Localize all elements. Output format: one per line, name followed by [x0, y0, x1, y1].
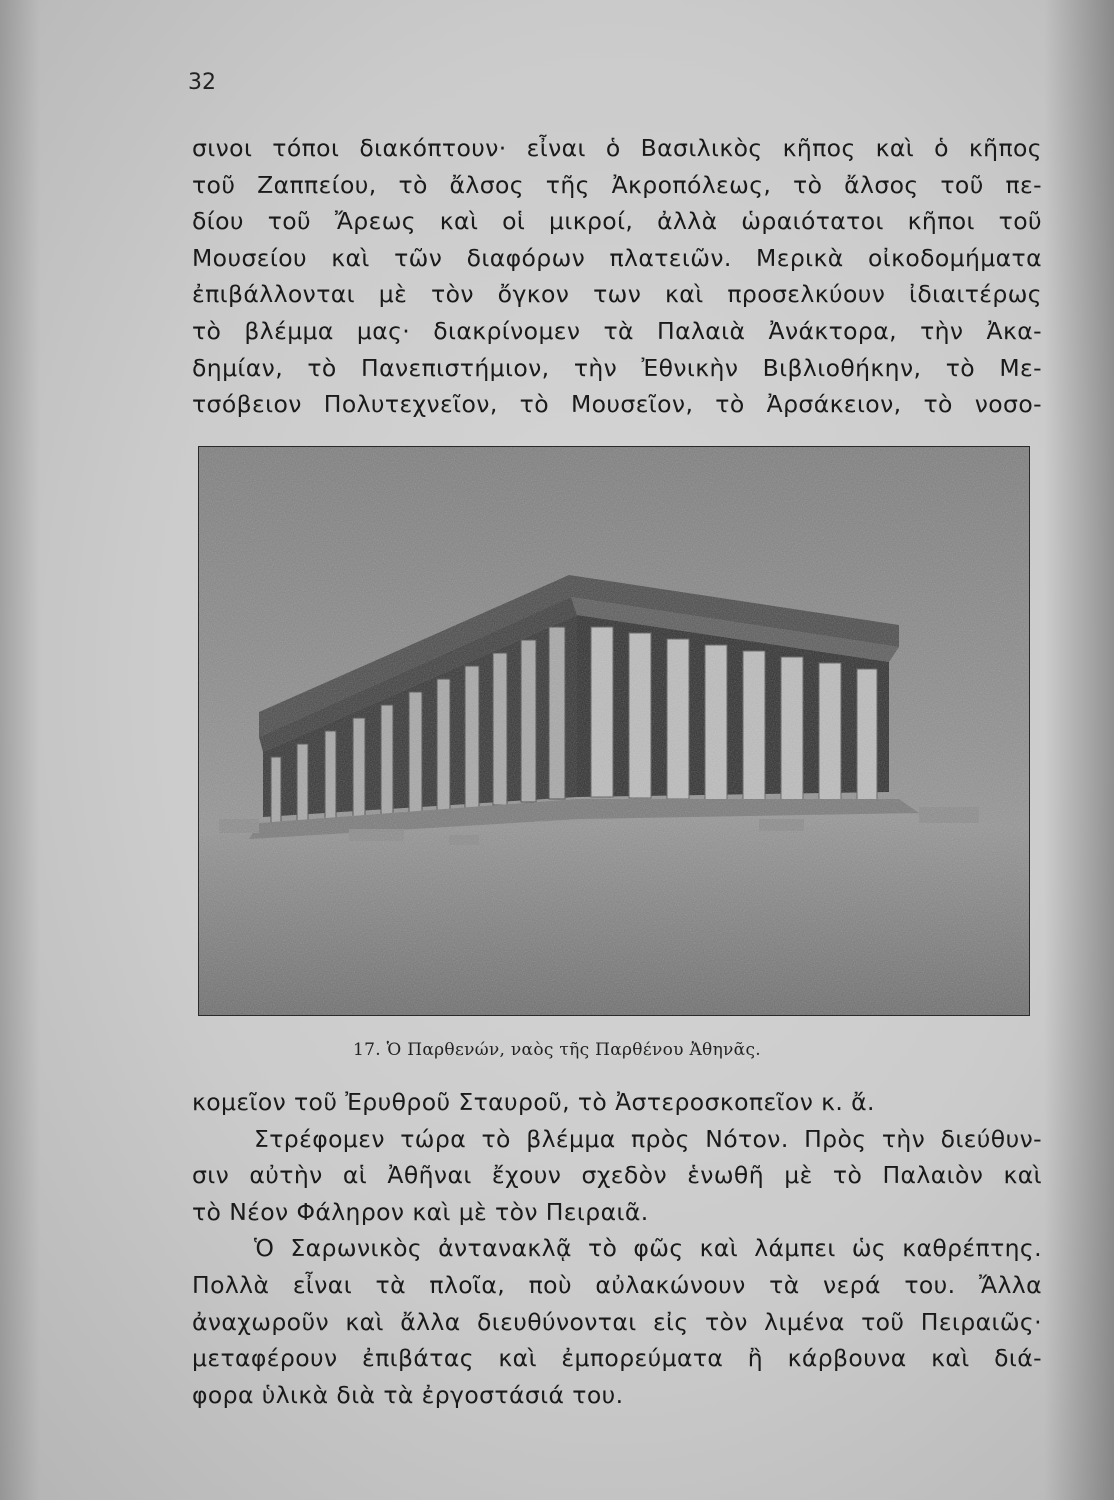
text-line: τὸ Νέον Φάληρον καὶ μὲ τὸν Πειραιᾶ. [192, 1197, 649, 1226]
text-line: μεταφέρουν ἐπιβάτας καὶ ἐμπορεύματα ἢ κάρβουνα καὶ διά- [192, 1344, 1042, 1373]
text-line: σιν αὐτὴν αἱ Ἀθῆναι ἔχουν σχεδὸν ἑνωθῆ μὲ τὸ Παλαιὸν καὶ [192, 1161, 1042, 1190]
paragraph-bottom [192, 1084, 1042, 1413]
text-line: Πολλὰ εἶναι τὰ πλοῖα, ποὺ αὐλακώνουν τὰ νερά του. Ἄλλα [192, 1270, 1042, 1299]
page-number: 32 [188, 70, 216, 95]
text-line: ἀναχωροῦν καὶ ἄλλα διευθύνονται εἰς τὸν λιμένα τοῦ Πειραιῶς· [192, 1307, 1042, 1336]
text-line: Στρέφομεν τώρα τὸ βλέμμα πρὸς Νότον. Πρὸς τὴν διεύθυν- [254, 1124, 1042, 1153]
text-line: Μουσείου καὶ τῶν διαφόρων πλατειῶν. Μερικὰ οἰκοδομήματα [192, 243, 1042, 272]
text-line: τοῦ Ζαππείου, τὸ ἄλσος τῆς Ἀκροπόλεως, τὸ ἄλσος τοῦ πε- [192, 170, 1042, 199]
text-line: τσόβειον Πολυτεχνεῖον, τὸ Μουσεῖον, τὸ Ἀρσάκειον, τὸ νοσο- [192, 390, 1042, 419]
text-line: κομεῖον τοῦ Ἐρυθροῦ Σταυροῦ, τὸ Ἀστεροσκοπεῖον κ. ἄ. [192, 1088, 875, 1116]
page-shadow-left [0, 0, 40, 1500]
parthenon-photograph [198, 446, 1030, 1016]
text-line: Ὁ Σαρωνικὸς ἀντανακλᾷ τὸ φῶς καὶ λάμπει ὡς καθρέπτης. [254, 1234, 1042, 1263]
page-shadow-right [1044, 0, 1114, 1500]
text-line: φορα ὑλικὰ διὰ τὰ ἐργοστάσιά του. [192, 1380, 624, 1409]
parthenon-illustration [199, 447, 1029, 1015]
text-line: δημίαν, τὸ Πανεπιστήμιον, τὴν Ἐθνικὴν Βιβλιοθήκην, τὸ Με- [192, 353, 1042, 382]
text-line: δίου τοῦ Ἄρεως καὶ οἱ μικροί, ἀλλὰ ὡραιότατοι κῆποι τοῦ [192, 207, 1042, 236]
text-line: τὸ βλέμμα μας· διακρίνομεν τὰ Παλαιὰ Ἀνάκτορα, τὴν Ἀκα- [192, 316, 1042, 345]
text-line: σινοι τόποι διακόπτουν· εἶναι ὁ Βασιλικὸς κῆπος καὶ ὁ κῆπος [192, 134, 1042, 162]
figure-caption: 17. Ὁ Παρθενών, ναὸς τῆς Παρθένου Ἀθηνᾶς. [352, 1040, 761, 1060]
text-line: ἐπιβάλλονται μὲ τὸν ὄγκον των καὶ προσελκύουν ἰδιαιτέρως [192, 280, 1042, 309]
paragraph-top [192, 130, 1042, 423]
